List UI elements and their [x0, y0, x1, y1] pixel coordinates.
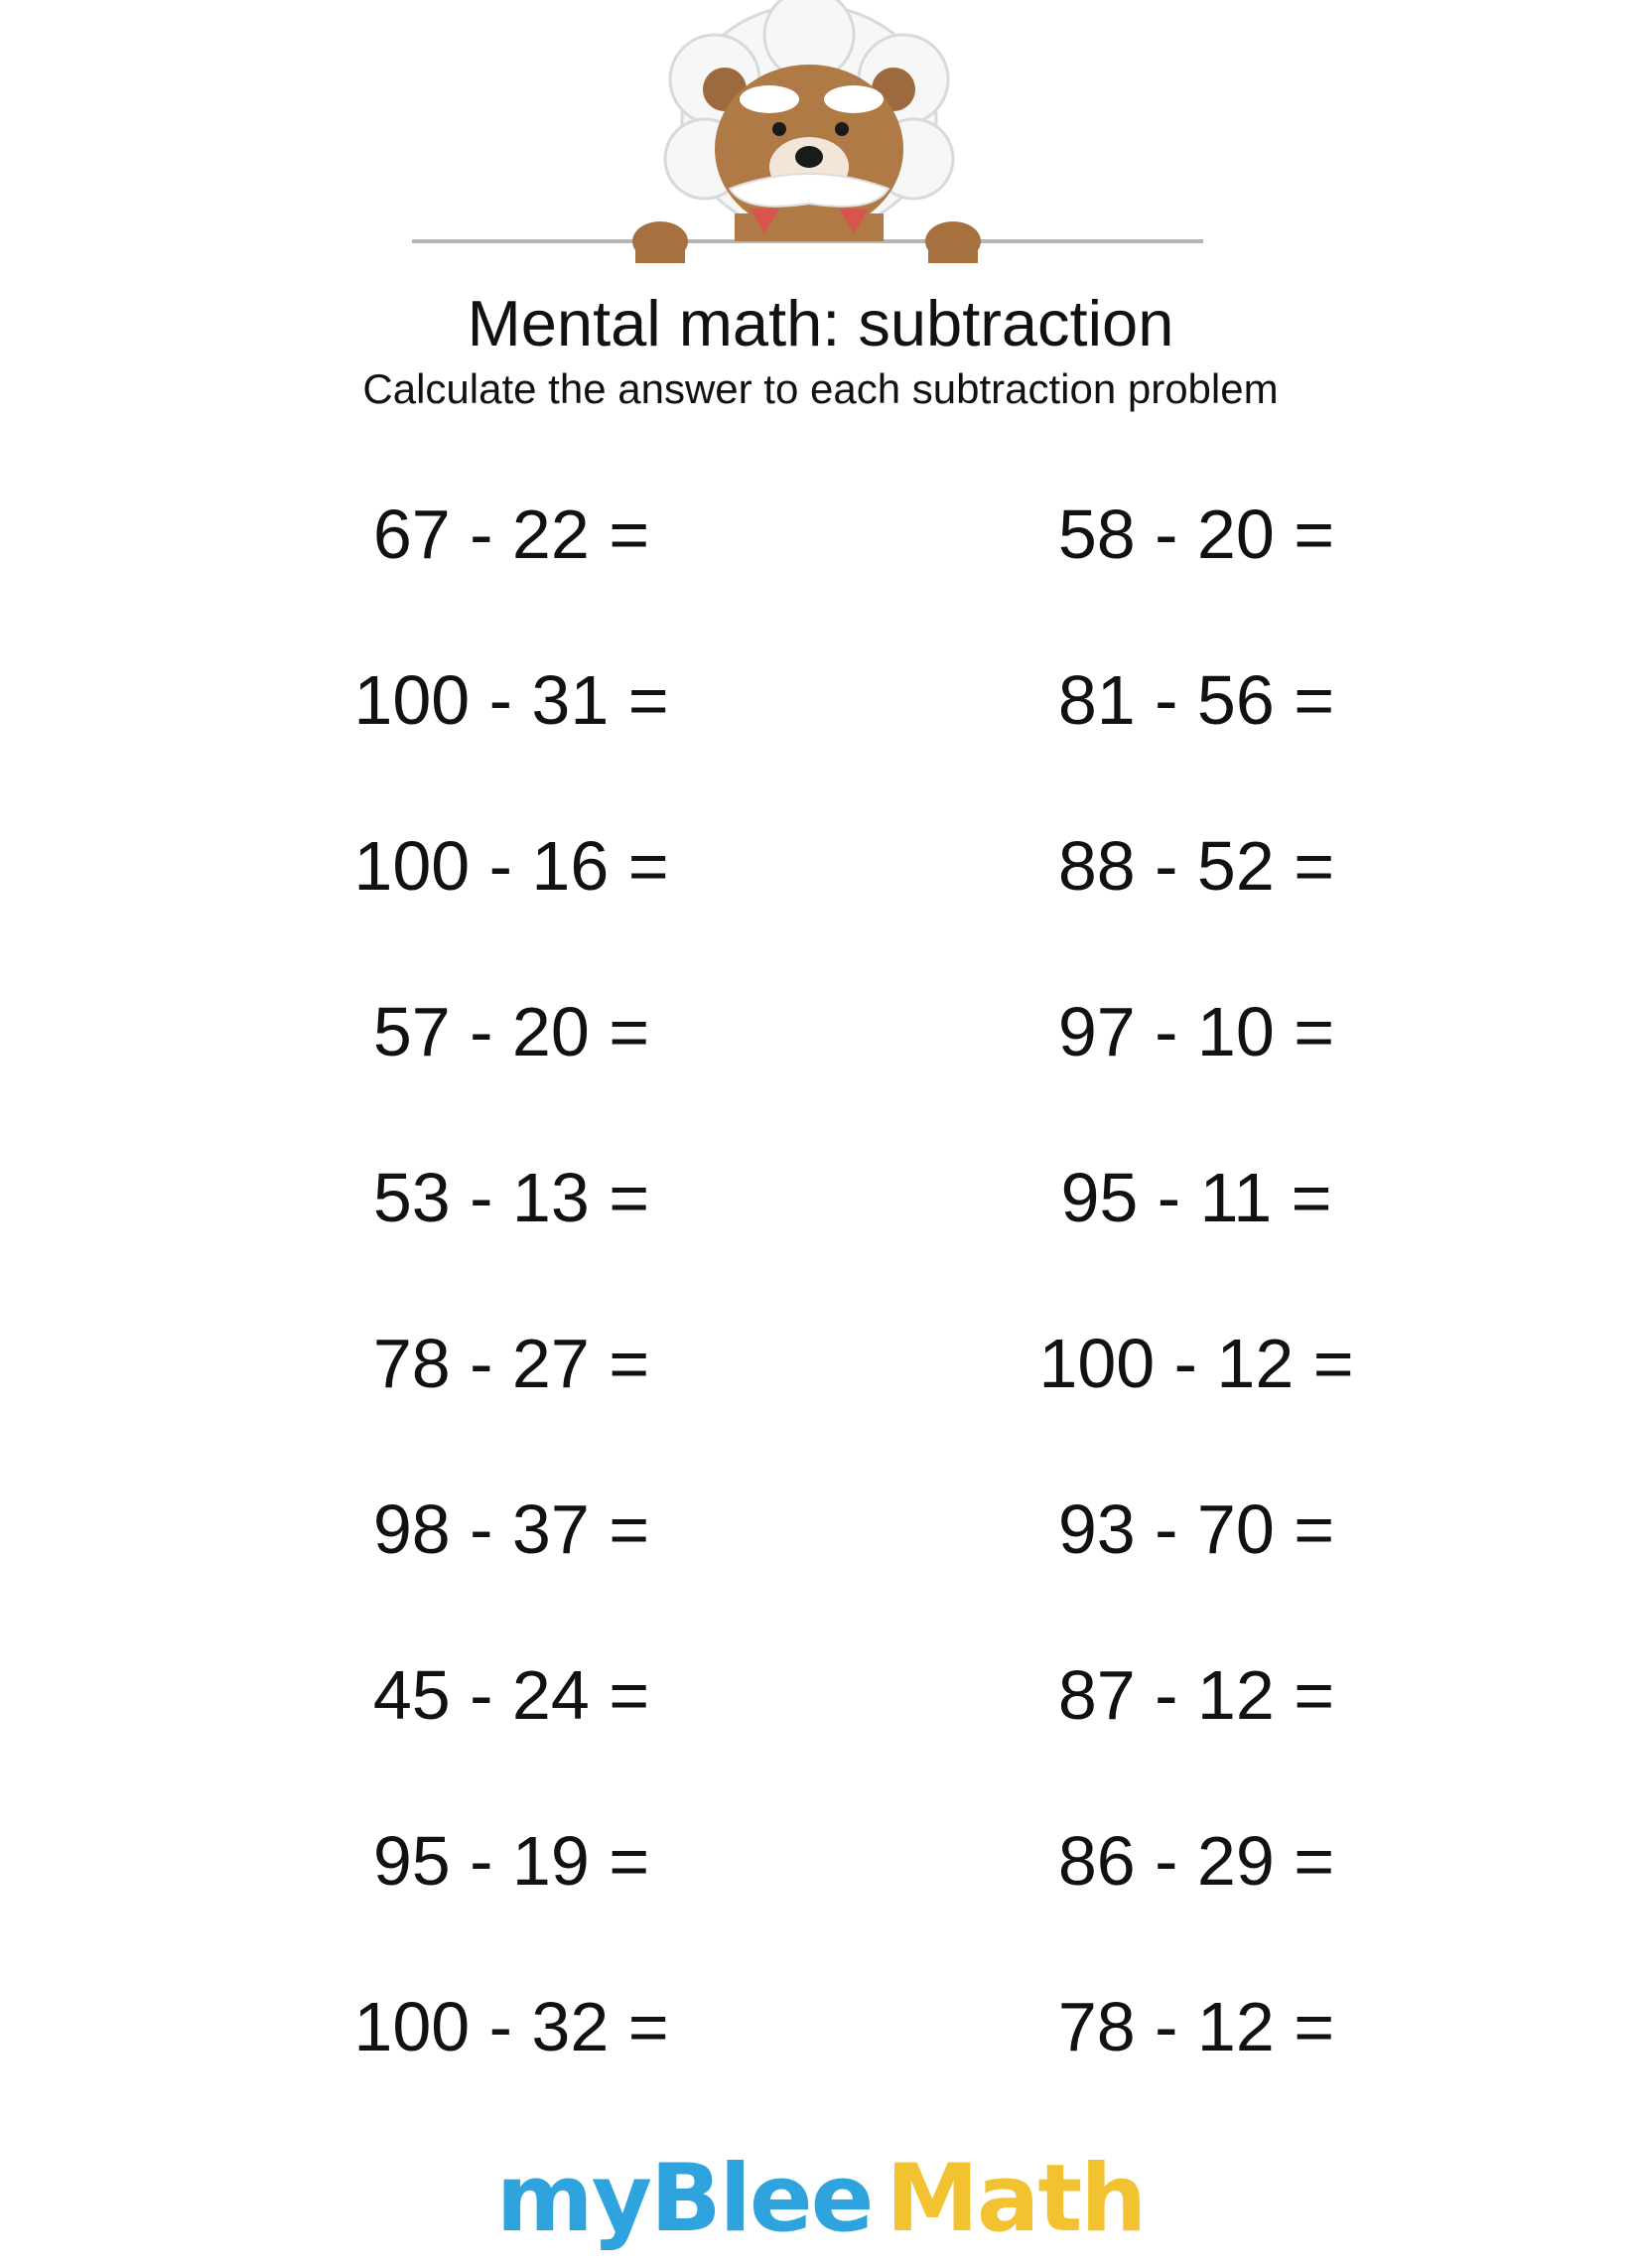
- problem-item: 97 - 10 =: [1057, 993, 1335, 1070]
- problem-item: 100 - 32 =: [353, 1988, 669, 2065]
- problem-item: 58 - 20 =: [1057, 496, 1335, 573]
- problem-item: 98 - 37 =: [372, 1490, 650, 1568]
- problem-column-right: [898, 487, 1494, 2145]
- logo-text-math: Math: [886, 2145, 1146, 2253]
- page-title: Mental math: subtraction: [467, 287, 1174, 359]
- problem-item: 100 - 16 =: [353, 827, 669, 905]
- problem-item: 45 - 24 =: [372, 1656, 650, 1734]
- page-subtitle: Calculate the answer to each subtraction problem: [362, 365, 1279, 412]
- problem-item: 95 - 19 =: [372, 1822, 650, 1900]
- problem-item: 57 - 20 =: [372, 993, 650, 1070]
- problem-item: 93 - 70 =: [1057, 1490, 1335, 1568]
- problem-item: 86 - 29 =: [1057, 1822, 1335, 1900]
- problem-item: 78 - 27 =: [372, 1325, 650, 1402]
- problem-item: 95 - 11 =: [1060, 1159, 1332, 1236]
- problem-item: 81 - 56 =: [1057, 661, 1335, 739]
- problem-item: 78 - 12 =: [1057, 1988, 1335, 2065]
- problem-item: 88 - 52 =: [1057, 827, 1335, 905]
- problem-item: 67 - 22 =: [372, 496, 650, 573]
- logo-text-myblee: myBlee: [495, 2145, 873, 2253]
- problem-column-left: [213, 487, 809, 2145]
- problem-item: 87 - 12 =: [1057, 1656, 1335, 1734]
- problem-item: 53 - 13 =: [372, 1159, 650, 1236]
- problem-item: 100 - 12 =: [1038, 1325, 1354, 1402]
- problem-item: 100 - 31 =: [353, 661, 669, 739]
- brand-logo: [0, 2145, 1641, 2254]
- bear-mascot-icon: [397, 0, 1241, 278]
